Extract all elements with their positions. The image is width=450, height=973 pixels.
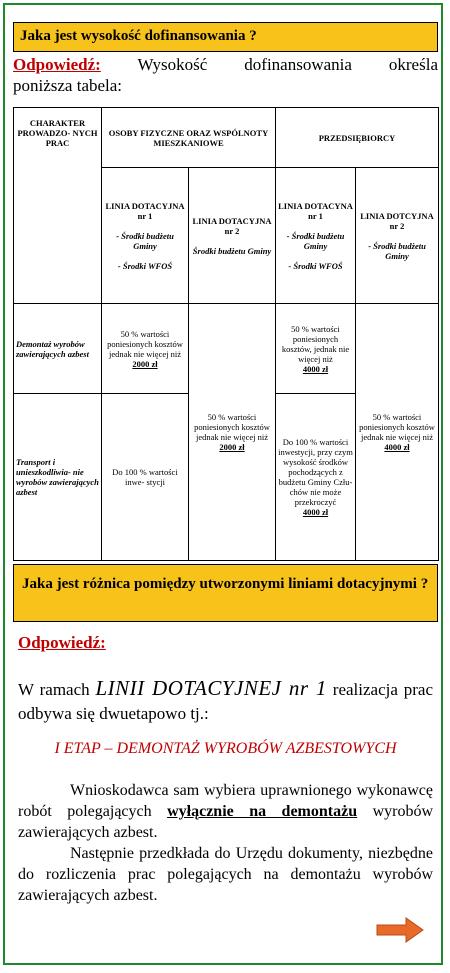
answer-1-line-1 bbox=[13, 54, 438, 75]
row-label-demontaz: Demontaż wyrobów zawierających azbest bbox=[14, 304, 102, 394]
cell-r2-osoby-l1: Do 100 % wartości inwe- stycji bbox=[102, 394, 189, 561]
answer-label: Odpowiedź: bbox=[13, 55, 101, 74]
przedsiebiorcy-linia-2: LINIA DOTCYJNA nr 2 - Środki budżetu Gminy bbox=[356, 168, 439, 304]
right-arrow-icon[interactable] bbox=[376, 917, 424, 943]
etap-heading: I ETAP – DEMONTAŻ WYROBÓW AZBESTOWYCH bbox=[54, 740, 397, 757]
answer-1-line-2: poniższa tabela: bbox=[13, 76, 123, 95]
answer-1-text: Wysokość dofinansowania określa bbox=[100, 55, 438, 74]
table-header-osoby: OSOBY FIZYCZNE ORAZ WSPÓLNOTY MIESZKANIOWE bbox=[102, 108, 276, 168]
funding-table bbox=[13, 107, 439, 561]
cell-przed-l2: 50 % wartości poniesionych kosztów jednak nie więcej niż 4000 zł bbox=[356, 304, 439, 561]
answer-2-label: Odpowiedź: bbox=[18, 633, 106, 652]
cell-r1-przed-l1: 50 % wartości poniesionych kosztów, jednak nie więcej niż 4000 zł bbox=[276, 304, 356, 394]
osoby-linia-1: LINIA DOTACYJNA nr 1 - Środki budżetu Gminy - Środki WFOŚ bbox=[102, 168, 189, 304]
question-header-1: Jaka jest wysokość dofinansowania ? bbox=[13, 22, 438, 52]
cell-r2-przed-l1: Do 100 % wartości inwestycji, przy czym wysokość środków pochodzących z budżetu Gminy Człu- chów nie może przekroczyć 4000 zł bbox=[276, 394, 356, 561]
question-header-2: Jaka jest różnica pomiędzy utworzonymi liniami dotacyjnymi ? bbox=[13, 564, 438, 622]
cell-osoby-l2: 50 % wartości poniesionych kosztów jednak nie więcej niż 2000 zł bbox=[189, 304, 276, 561]
cell-r1-osoby-l1: 50 % wartości poniesionych kosztów jednak nie więcej niż 2000 zł bbox=[102, 304, 189, 394]
przedsiebiorcy-linia-1: LINIA DOTACYNA nr 1 - Środki budżetu Gminy - Środki WFOŚ bbox=[276, 168, 356, 304]
answer-2-intro: W ramach LINII DOTACYJNEJ nr 1 realizacja prac odbywa się dwuetapowo tj.: bbox=[18, 676, 434, 723]
osoby-linia-2: LINIA DOTACYJNA nr 2 Środki budżetu Gminy bbox=[189, 168, 276, 304]
row-label-transport: Transport i unieszkodliwia- nie wyrobów zawierających azbest bbox=[14, 394, 102, 561]
table-header-przedsiebiorcy: PRZEDSIĘBIORCY bbox=[276, 108, 439, 168]
answer-2-body: Wnioskodawca sam wybiera uprawnionego wykonawcę robót polegających wyłącznie na demontażu wyrobów zawierających azbest. Następnie przedkłada do Urzędu dokumenty, niezbędne do rozliczenia prac polegających na demontażu wyrobów zawierających azbest. bbox=[18, 782, 434, 904]
table-header-work-type: CHARAKTER PROWADZO- NYCH PRAC bbox=[14, 108, 102, 304]
